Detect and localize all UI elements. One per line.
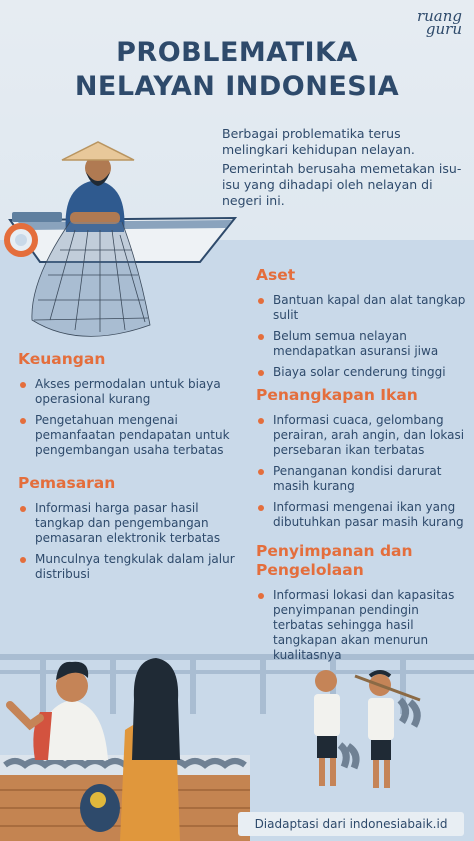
- section-aset-title: Aset: [256, 266, 296, 284]
- title-line-1: PROBLEMATIKA: [116, 37, 358, 68]
- ruangguru-logo: [408, 7, 462, 38]
- section-penyimpanan-title-line-2: Pengelolaan: [256, 561, 364, 579]
- section-aset: [256, 266, 466, 386]
- list-item: Informasi harga pasar hasil tangkap dan pengembangan pemasaran elektronik terbatas: [18, 501, 238, 546]
- list-item: Munculnya tengkulak dalam jalur distribusi: [18, 552, 238, 582]
- section-penangkapan-title: Penangkapan Ikan: [256, 386, 418, 404]
- list-item: Akses permodalan untuk biaya operasional kurang: [18, 377, 238, 407]
- section-keuangan: [18, 350, 238, 464]
- section-pemasaran: [18, 474, 238, 588]
- list-item: Informasi lokasi dan kapasitas penyimpanan pendingin terbatas sehingga hasil tangkapan akan menurun kualitasnya: [256, 588, 468, 663]
- list-item: Informasi cuaca, gelombang perairan, arah angin, dan lokasi persebaran ikan terbatas: [256, 413, 468, 458]
- section-keuangan-title: Keuangan: [18, 350, 106, 368]
- logo-line-2: guru: [425, 20, 462, 38]
- logo-line-1: ruang: [416, 7, 462, 25]
- section-penyimpanan: [256, 542, 468, 669]
- fisherman-figure: [62, 142, 134, 232]
- list-item: Biaya solar cenderung tinggi: [256, 365, 466, 380]
- intro-paragraph-2: Pemerintah berusaha memetakan isu-isu yang dihadapi oleh nelayan di negeri ini.: [222, 161, 462, 208]
- section-penyimpanan-title: [256, 542, 468, 580]
- section-penyimpanan-title-line-1: Penyimpanan dan: [256, 542, 413, 560]
- section-penangkapan-ikan: [256, 386, 468, 536]
- section-pemasaran-title: Pemasaran: [18, 474, 116, 492]
- list-item: Penanganan kondisi darurat masih kurang: [256, 464, 468, 494]
- list-item: Belum semua nelayan mendapatkan asuransi jiwa: [256, 329, 466, 359]
- source-credit: Diadaptasi dari indonesiabaik.id: [238, 812, 464, 836]
- title-line-2: NELAYAN INDONESIA: [74, 71, 400, 102]
- list-item: Bantuan kapal dan alat tangkap sulit: [256, 293, 466, 323]
- intro-paragraph-1: Berbagai problematika terus melingkari kehidupan nelayan.: [222, 126, 415, 157]
- list-item: Pengetahuan mengenai pemanfaatan pendapatan untuk pengembangan usaha terbatas: [18, 413, 238, 458]
- list-item: Informasi mengenai ikan yang dibutuhkan pasar masih kurang: [256, 500, 468, 530]
- lifebuoy-icon: [7, 226, 35, 254]
- page-title: [0, 36, 474, 104]
- intro-text: [222, 126, 462, 209]
